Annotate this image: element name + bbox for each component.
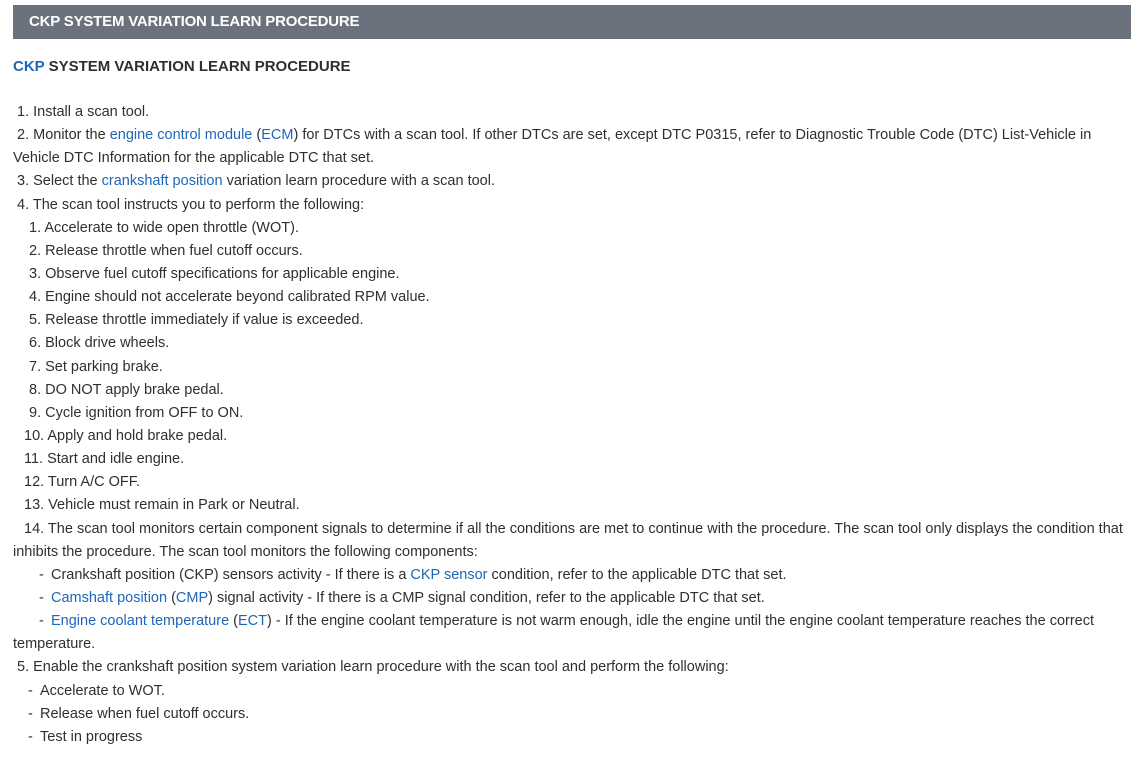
procedure-body xyxy=(13,101,1125,749)
ect-link[interactable]: ECT xyxy=(238,613,268,630)
step-2-text-c: ) for DTCs with a scan tool. If other DTCs are set, except DTC P0315, refer to Diagnostic Trouble Code (DTC) List-Vehicle in Vehicle DTC Information for the applicable DTC that set. xyxy=(13,127,1092,167)
ckp-sensor-link[interactable]: CKP sensor xyxy=(410,566,488,583)
section-header-title: CKP SYSTEM VARIATION LEARN PROCEDURE xyxy=(29,13,360,30)
final-item-3 xyxy=(13,726,1125,749)
crankshaft-position-link[interactable]: crankshaft position xyxy=(101,173,223,190)
final-item-1 xyxy=(13,680,1125,703)
substep-5: 5. Release throttle immediately if value is exceeded. xyxy=(29,312,364,329)
substep-6: 6. Block drive wheels. xyxy=(29,335,170,352)
substep-8: 8. DO NOT apply brake pedal. xyxy=(29,381,224,398)
substep-11: 11. Start and idle engine. xyxy=(24,451,185,468)
substep-10: 10. Apply and hold brake pedal. xyxy=(24,428,228,444)
ecm-link[interactable]: ECM xyxy=(261,127,294,144)
substep-4: 4. Engine should not accelerate beyond calibrated RPM value. xyxy=(29,289,430,306)
bullet-dash: - xyxy=(28,728,33,745)
substep-2: 2. Release throttle when fuel cutoff occurs. xyxy=(29,242,303,259)
substep-14 xyxy=(13,518,1125,564)
camshaft-position-link[interactable]: Camshaft position xyxy=(51,590,168,607)
substep-1: 1. Accelerate to wide open throttle (WOT). xyxy=(29,219,299,236)
substep-14-text: 14. The scan tool monitors certain component signals to determine if all the conditions are met to continue with the procedure. The scan tool only displays the condition that inhibits the procedure. The scan tool monitors the following components: xyxy=(13,520,1123,560)
ckp-link[interactable]: CKP xyxy=(13,58,45,75)
component-ect-text-b: ) - If the engine coolant temperature is not warm enough, idle the engine until the engine coolant temperature reaches the correct temperature. xyxy=(13,613,1095,653)
cmp-link[interactable]: CMP xyxy=(175,590,209,607)
final-item-3-text: Test in progress xyxy=(40,728,143,745)
component-cmp-text-a: ( xyxy=(167,590,176,607)
section-header-bar xyxy=(13,5,1131,39)
substep-12: 12. Turn A/C OFF. xyxy=(24,474,141,491)
step-2-text-a: 2. Monitor the xyxy=(17,127,110,144)
step-1: 1. Install a scan tool. xyxy=(17,104,150,120)
bullet-dash: - xyxy=(39,590,44,607)
final-item-1-text: Accelerate to WOT. xyxy=(40,682,165,699)
step-2-text-b: ( xyxy=(252,127,262,144)
procedure-title xyxy=(13,57,351,77)
ecm-full-link[interactable]: engine control module xyxy=(109,127,253,144)
step-3-text-b: variation learn procedure with a scan tool. xyxy=(222,173,495,190)
component-ckp-text-b: condition, refer to the applicable DTC that set. xyxy=(487,566,787,583)
engine-coolant-temperature-link[interactable]: Engine coolant temperature xyxy=(51,613,230,630)
component-ect-text-a: ( xyxy=(229,613,239,630)
substep-13: 13. Vehicle must remain in Park or Neutral. xyxy=(24,497,300,514)
substep-9: 9. Cycle ignition from OFF to ON. xyxy=(29,404,244,421)
final-item-2 xyxy=(13,703,1125,726)
component-cmp-text-b: ) signal activity - If there is a CMP signal condition, refer to the applicable DTC that set. xyxy=(208,590,765,607)
component-ckp xyxy=(13,564,1125,587)
component-cmp xyxy=(13,587,1125,610)
component-ckp-text-a: Crankshaft position (CKP) sensors activity - If there is a xyxy=(51,566,411,583)
step-5: 5. Enable the crankshaft position system variation learn procedure with the scan tool and perform the following: xyxy=(17,659,729,676)
bullet-dash: - xyxy=(28,682,33,699)
bullet-dash: - xyxy=(28,705,33,722)
final-item-2-text: Release when fuel cutoff occurs. xyxy=(40,705,250,722)
bullet-dash: - xyxy=(39,613,44,630)
step-2 xyxy=(13,124,1125,170)
step-3 xyxy=(13,170,1125,193)
bullet-dash: - xyxy=(39,566,44,583)
substep-7: 7. Set parking brake. xyxy=(29,358,163,375)
substep-3: 3. Observe fuel cutoff specifications for applicable engine. xyxy=(29,266,400,283)
component-ect xyxy=(13,610,1125,656)
step-3-text-a: 3. Select the xyxy=(17,173,102,190)
step-4: 4. The scan tool instructs you to perform the following: xyxy=(17,196,365,213)
procedure-title-text: SYSTEM VARIATION LEARN PROCEDURE xyxy=(44,58,351,75)
